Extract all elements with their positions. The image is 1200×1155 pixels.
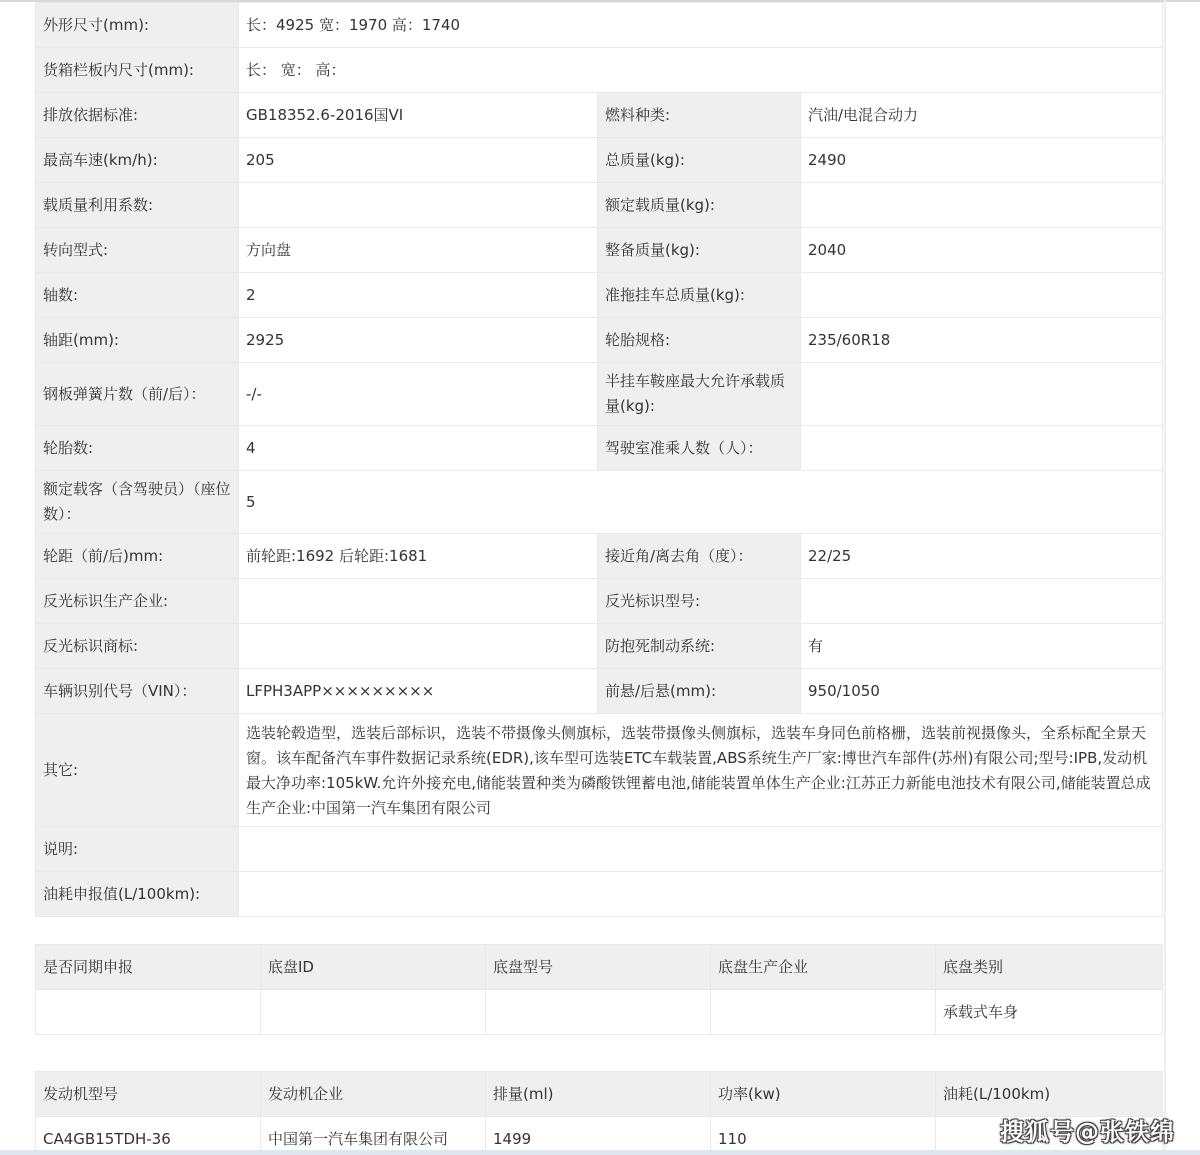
spec-value (801, 273, 1163, 318)
spec-value: 前轮距:1692 后轮距:1681 (239, 534, 598, 579)
spec-label: 轮距（前/后)mm: (36, 534, 239, 579)
spec-value: 4 (239, 426, 598, 471)
table-cell: 承载式车身 (936, 990, 1163, 1035)
spec-row (36, 363, 1163, 426)
spec-value-other: 选装轮毂造型，选装后部标识，选装不带摄像头侧旗标，选装带摄像头侧旗标，选装车身同色前格栅，选装前视摄像头，全系标配全景天窗。该车配备汽车事件数据记录系统(EDR),该车型可选装ETC车载装置,ABS系统生产厂家:博世汽车部件(苏州)有限公司;型号:IPB,发动机最大净功率:105kW.允许外接充电,储能装置种类为磷酸铁锂蓄电池,储能装置单体生产企业:江苏正力新能电池技术有限公司,储能装置总成生产企业:中国第一汽车集团有限公司 (239, 714, 1163, 827)
column-header: 油耗(L/100km) (936, 1072, 1163, 1117)
spec-row (36, 228, 1163, 273)
table-cell (711, 990, 936, 1035)
spec-row-cargo-dimensions (36, 48, 1163, 93)
spec-label: 轴数: (36, 273, 239, 318)
spec-label: 钢板弹簧片数（前/后）： (36, 363, 239, 426)
spec-row (36, 183, 1163, 228)
spec-value (239, 872, 1163, 917)
chassis-header-row (36, 945, 1163, 990)
spec-value: 235/60R18 (801, 318, 1163, 363)
spec-value: 2925 (239, 318, 598, 363)
spec-value (801, 183, 1163, 228)
table-cell: CA4GB15TDH-36 (36, 1117, 261, 1155)
spec-label: 轮胎规格: (598, 318, 801, 363)
spec-value (239, 183, 598, 228)
spec-value (801, 579, 1163, 624)
table-cell: 1499 (486, 1117, 711, 1155)
spec-value (239, 827, 1163, 872)
spec-label: 驾驶室准乘人数（人）： (598, 426, 801, 471)
column-header: 底盘型号 (486, 945, 711, 990)
spec-label: 转向型式: (36, 228, 239, 273)
spec-label: 总质量(kg): (598, 138, 801, 183)
spec-label: 准拖挂车总质量(kg): (598, 273, 801, 318)
spec-row (36, 579, 1163, 624)
spec-row (36, 624, 1163, 669)
spec-label: 轮胎数: (36, 426, 239, 471)
spec-label: 外形尺寸(mm): (36, 3, 239, 48)
spec-label: 反光标识商标: (36, 624, 239, 669)
spec-value: 2 (239, 273, 598, 318)
spec-row (36, 426, 1163, 471)
vehicle-spec-table (35, 2, 1163, 917)
spec-row-seats (36, 471, 1163, 534)
spec-label: 其它: (36, 714, 239, 827)
spec-label: 整备质量(kg): (598, 228, 801, 273)
spec-label: 接近角/离去角（度）： (598, 534, 801, 579)
spec-row (36, 273, 1163, 318)
spec-row-note (36, 827, 1163, 872)
watermark: 搜狐号@张铁绵 (1000, 1118, 1175, 1146)
spec-value: 5 (239, 471, 1163, 534)
spec-value: 950/1050 (801, 669, 1163, 714)
spec-row-other (36, 714, 1163, 827)
spec-value: 22/25 (801, 534, 1163, 579)
spec-row (36, 138, 1163, 183)
spec-row-dimensions (36, 3, 1163, 48)
spec-row-vin (36, 669, 1163, 714)
column-header: 功率(kw) (711, 1072, 936, 1117)
spec-label: 轴距(mm): (36, 318, 239, 363)
spec-value (801, 363, 1163, 426)
table-row (36, 990, 1163, 1035)
spec-label: 车辆识别代号（VIN）： (36, 669, 239, 714)
column-header: 底盘类别 (936, 945, 1163, 990)
column-header: 底盘生产企业 (711, 945, 936, 990)
spec-label: 说明: (36, 827, 239, 872)
spec-row (36, 318, 1163, 363)
chassis-table (35, 944, 1163, 1035)
spec-value: -/- (239, 363, 598, 426)
spec-label: 油耗申报值(L/100km): (36, 872, 239, 917)
spec-value: GB18352.6-2016国VI (239, 93, 598, 138)
spec-value: 长： 宽： 高： (239, 48, 1163, 93)
spec-label: 前悬/后悬(mm): (598, 669, 801, 714)
table-cell (261, 990, 486, 1035)
spec-label: 燃料种类: (598, 93, 801, 138)
spec-value (239, 624, 598, 669)
table-cell: 110 (711, 1117, 936, 1155)
engine-header-row (36, 1072, 1163, 1117)
table-cell: 中国第一汽车集团有限公司 (261, 1117, 486, 1155)
spec-label: 最高车速(km/h): (36, 138, 239, 183)
column-header: 排量(ml) (486, 1072, 711, 1117)
bottom-scroll-bar (0, 1150, 1200, 1155)
right-border (1164, 0, 1166, 1155)
column-header: 发动机企业 (261, 1072, 486, 1117)
table-cell (486, 990, 711, 1035)
spec-value (239, 579, 598, 624)
spec-value (801, 426, 1163, 471)
spec-value: 汽油/电混合动力 (801, 93, 1163, 138)
spec-label: 额定载客（含驾驶员）（座位数）： (36, 471, 239, 534)
column-header: 底盘ID (261, 945, 486, 990)
spec-value: LFPH3APP××××××××× (239, 669, 598, 714)
column-header: 发动机型号 (36, 1072, 261, 1117)
spec-value: 有 (801, 624, 1163, 669)
spec-value: 2490 (801, 138, 1163, 183)
spec-value: 205 (239, 138, 598, 183)
spec-label: 防抱死制动系统: (598, 624, 801, 669)
spec-row-fuel-consumption (36, 872, 1163, 917)
spec-value: 长：4925 宽：1970 高：1740 (239, 3, 1163, 48)
spec-label: 排放依据标准: (36, 93, 239, 138)
spec-row (36, 534, 1163, 579)
spec-label: 半挂车鞍座最大允许承载质量(kg): (598, 363, 801, 426)
engine-table (35, 1071, 1163, 1155)
spec-label: 额定载质量(kg): (598, 183, 801, 228)
spec-row (36, 93, 1163, 138)
spec-value: 2040 (801, 228, 1163, 273)
spec-label: 反光标识型号: (598, 579, 801, 624)
column-header: 是否同期申报 (36, 945, 261, 990)
spec-value: 方向盘 (239, 228, 598, 273)
spec-label: 反光标识生产企业: (36, 579, 239, 624)
spec-label: 载质量利用系数: (36, 183, 239, 228)
spec-label: 货箱栏板内尺寸(mm): (36, 48, 239, 93)
table-cell (36, 990, 261, 1035)
